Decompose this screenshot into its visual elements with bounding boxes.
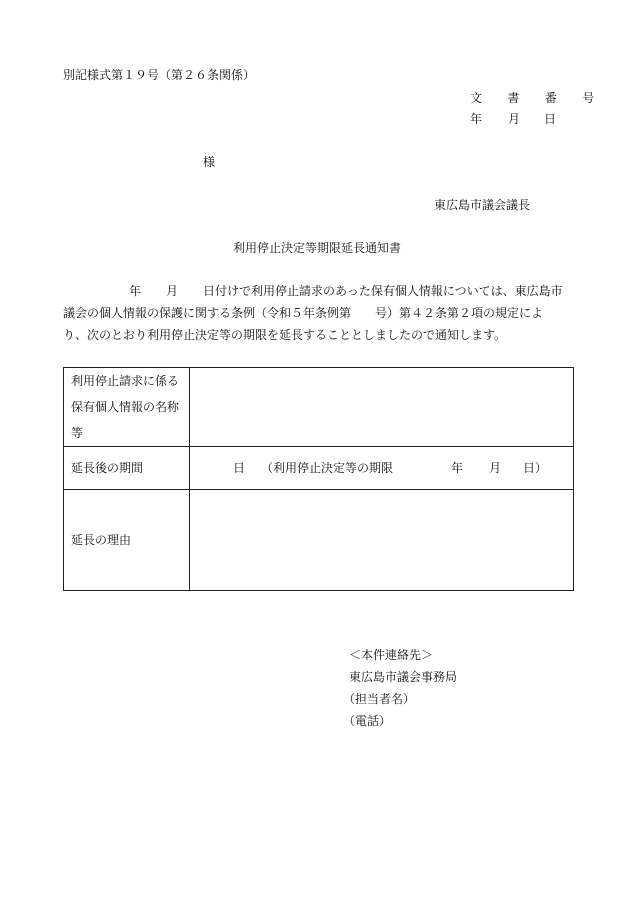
table-row bbox=[64, 368, 574, 447]
information-name-label-line: 利用停止請求に係る bbox=[71, 374, 180, 388]
body-line-2: 議会の個人情報の保護に関する条例（令和５年条例第 号）第４２条第２項の規定によ bbox=[63, 306, 544, 320]
information-name-label bbox=[64, 368, 190, 447]
information-name-value bbox=[190, 368, 574, 447]
contact-phone: （電話） bbox=[343, 714, 392, 728]
extended-period-value bbox=[190, 447, 574, 490]
information-name-label-line: 保有個人情報の名称 bbox=[71, 400, 180, 414]
deadline-day-unit: 日） bbox=[523, 461, 548, 475]
body-line-3: り、次のとおり利用停止決定等の期限を延長することとしましたので通知します。 bbox=[63, 328, 507, 342]
extension-reason-value bbox=[190, 490, 574, 591]
sender: 東広島市議会議長 bbox=[434, 198, 531, 212]
contact-person: （担当者名） bbox=[343, 692, 416, 706]
deadline-month-unit: 月 bbox=[489, 461, 502, 475]
period-day-unit: 日 bbox=[233, 461, 246, 475]
extended-period-label: 延長後の期間 bbox=[64, 447, 190, 490]
table-row bbox=[64, 490, 574, 591]
extension-reason-label: 延長の理由 bbox=[64, 490, 190, 591]
contact-office: 東広島市議会事務局 bbox=[349, 670, 458, 684]
date-month-label: 月 bbox=[508, 112, 521, 126]
deadline-label: （利用停止決定等の期限 bbox=[261, 461, 394, 475]
extension-details-table bbox=[63, 367, 574, 591]
date-year-label: 年 bbox=[470, 112, 483, 126]
form-number: 別記様式第１９号（第２６条関係） bbox=[63, 68, 256, 82]
document-number-label: 文 書 番 号 bbox=[470, 91, 606, 105]
table-row bbox=[64, 447, 574, 490]
body-year: 年 bbox=[129, 284, 142, 298]
information-name-label-line: 等 bbox=[71, 426, 84, 440]
document-title: 利用停止決定等期限延長通知書 bbox=[233, 241, 402, 255]
body-line-1-text: 日付けで利用停止請求のあった保有個人情報については、東広島市 bbox=[203, 284, 563, 298]
contact-heading: ＜本件連絡先＞ bbox=[349, 648, 434, 662]
addressee-suffix: 様 bbox=[203, 155, 216, 169]
date-day-label: 日 bbox=[544, 112, 557, 126]
body-month: 月 bbox=[166, 284, 179, 298]
deadline-year-unit: 年 bbox=[451, 461, 464, 475]
